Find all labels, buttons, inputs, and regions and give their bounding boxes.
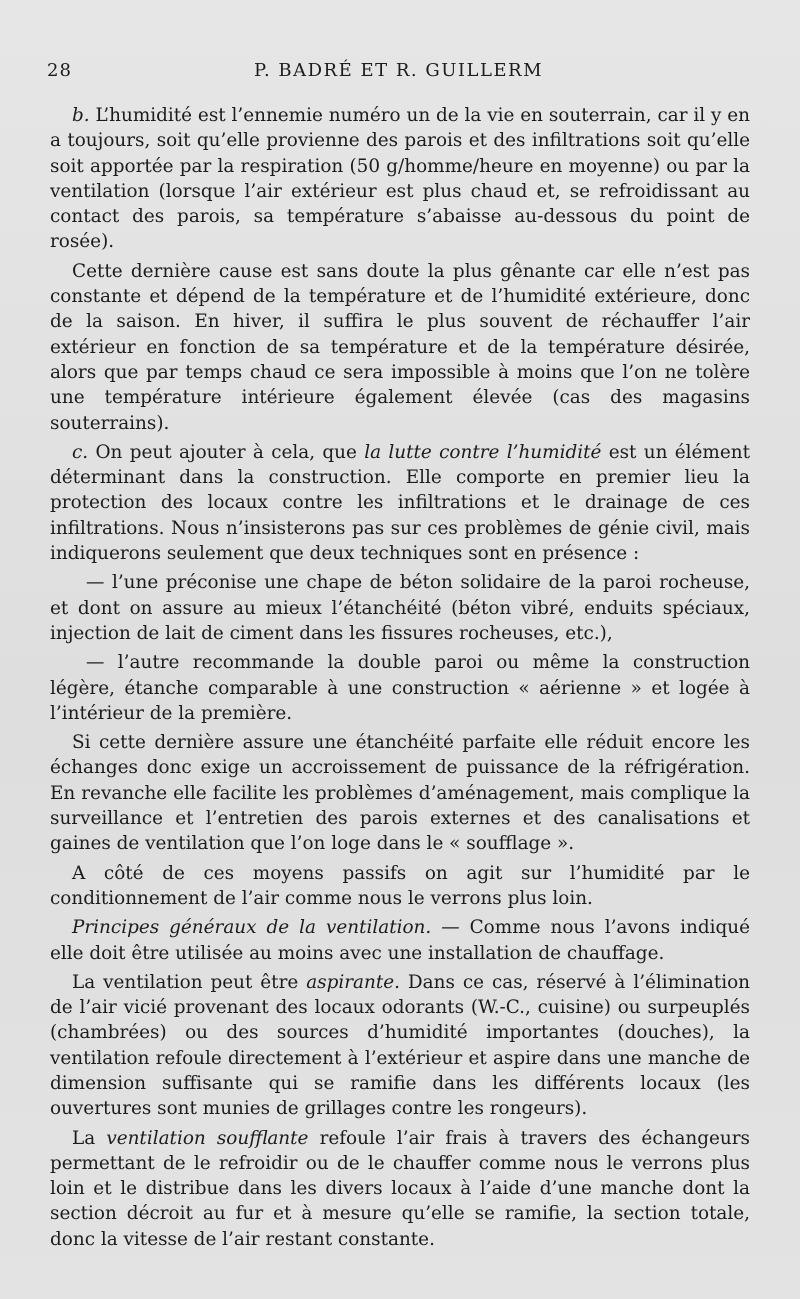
body-text: [50, 103, 750, 1256]
page-number: 28: [47, 60, 72, 81]
page-header: [47, 60, 750, 90]
item-marker-c: c.: [72, 441, 89, 463]
paragraph-soufflante: La ventilation soufflante refoule l’air frais à travers des échangeurs permettant de le refroidir ou de le chauffer comme nous le verrons plus loin et le distribue dans les divers locaux à l’aide d’une manche dont la section décroit au fur et à mesure qu’elle se ramifie, la section totale, donc la vitesse de l’air restant constante.: [50, 1127, 750, 1250]
running-head: P. BADRÉ ET R. GUILLERM: [253, 60, 544, 81]
paragraph-moyens-passifs: A côté de ces moyens passifs on agit sur l’humidité par le conditionnement de l’air comme nous le verrons plus loin.: [50, 862, 750, 909]
paragraph-construction: c. On peut ajouter à cela, que la lutte contre l’humidité est un élément déterminant dans la construction. Elle comporte en premier lieu la protection des locaux contre les infiltrations et le drainage de ces infiltrations. Nous n’insisterons pas sur ces problèmes de génie civil, mais indiquerons seulement que deux techniques sont en présence :: [50, 441, 750, 565]
list-item-double-paroi: — l’autre recommande la double paroi ou même la construction légère, étanche comparable à une construction « aérienne » et logée à l’intérieur de la première.: [50, 652, 750, 724]
section-ventilation: Principes généraux de la ventilation. — Comme nous l’avons indiqué elle doit être utilisée au moins avec une installation de chauffage.: [50, 917, 750, 964]
emphasis-aspirante: aspirante.: [306, 971, 400, 993]
paragraph-etancheite: Si cette dernière assure une étanchéité parfaite elle réduit encore les échanges donc exige un accroissement de puissance de la réfrigération. En revanche elle facilite les problèmes d’aménagement, mais complique la surveillance et l’entretien des parois externes et des canalisations et gaines de ventilation que l’on loge dans le « soufflage ».: [50, 732, 750, 855]
emphasis-lutte: la lutte contre l’humidité: [364, 441, 602, 463]
emphasis-soufflante: ventilation soufflante: [106, 1127, 309, 1149]
paragraph-aspirante: La ventilation peut être aspirante. Dans ce cas, réservé à l’élimination de l’air vicié provenant des locaux odorants (W.-C., cuisine) ou surpeuplés (chambrées) ou des sources d’humidité importantes (douches), la ventilation refoule directement à l’extérieur et aspire dans une manche de dimension suffisante qui se ramifie dans les différents locaux (les ouvertures sont munies de grillages contre les rongeurs).: [50, 971, 751, 1120]
paragraph-cause: Cette dernière cause est sans doute la plus gênante car elle n’est pas constante et dépend de la température et de l’humidité extérieure, donc de la saison. En hiver, il suffira le plus souvent de réchauffer l’air extérieur en fonction de sa température et de la température désirée, alors que par temps chaud ce sera impossible à moins que l’on ne tolère une température intérieure également élevée (cas des magasins souterrains).: [50, 260, 750, 434]
paragraph-humidity: b. L’humidité est l’ennemie numéro un de la vie en souterrain, car il y en a toujours, soit qu’elle provienne des parois et des infiltrations soit qu’elle soit apportée par la respiration (50 g/homme/heure en moyenne) ou par la ventilation (lorsque l’air extérieur est plus chaud et, se refroidissant au contact des parois, sa température s’abaisse au-dessous du point de rosée).: [50, 105, 750, 253]
section-heading: Principes généraux de la ventilation.: [72, 917, 432, 939]
item-marker-b: b.: [72, 105, 90, 126]
list-item-chape: — l’une préconise une chape de béton solidaire de la paroi rocheuse, et dont on assure au mieux l’étanchéité (béton vibré, enduits spéciaux, injection de lait de ciment dans les fissures rocheuses, etc.),: [50, 572, 750, 644]
